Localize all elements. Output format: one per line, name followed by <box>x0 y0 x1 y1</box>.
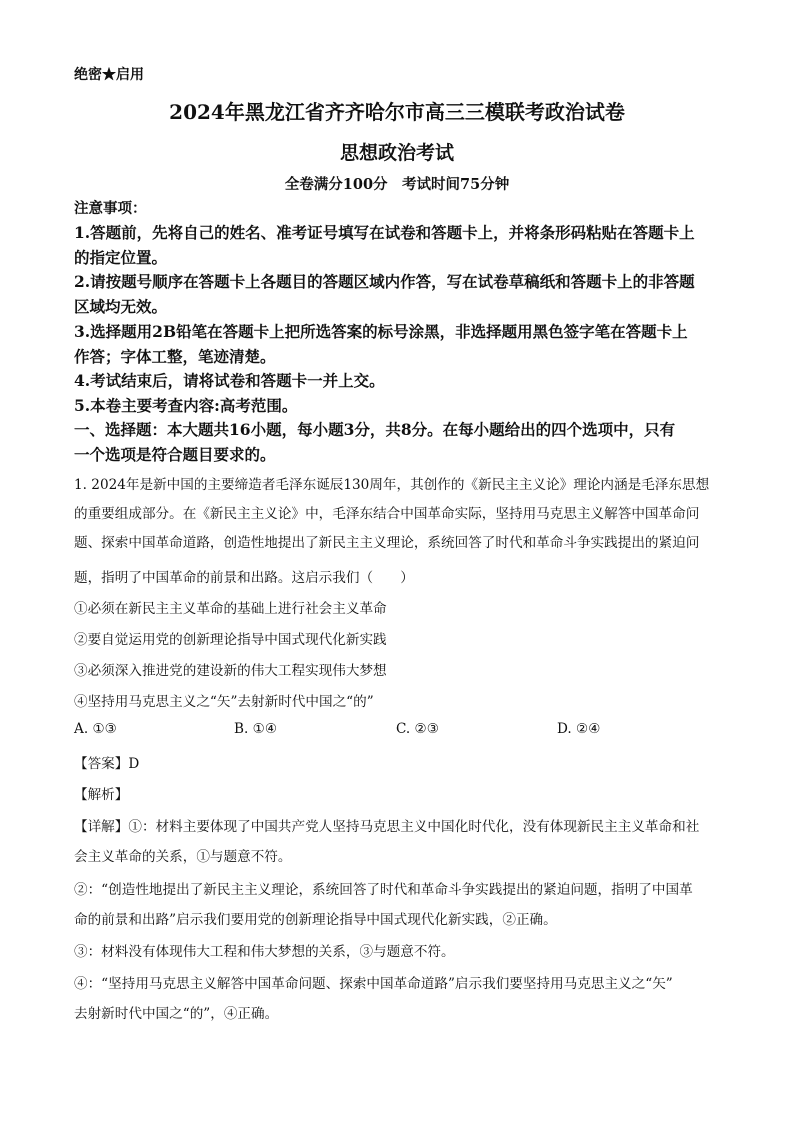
exam-title: 2024年黑龙江省齐齐哈尔市高三三模联考政治试卷 <box>169 100 625 124</box>
option-d: D. ②④ <box>557 721 601 737</box>
detail-line: 命的前景和出路”启示我们要用党的创新理论指导中国式现代化新实践，②正确。 <box>74 912 557 928</box>
statement-3: ③必须深入推进党的建设新的伟大工程实现伟大梦想 <box>74 663 387 679</box>
answer-value: D <box>128 756 140 772</box>
notice-line: 区域均无效。 <box>74 297 168 316</box>
notice-line: 5.本卷主要考查内容:高考范围。 <box>74 396 298 415</box>
notice-heading: 注意事项： <box>74 200 147 217</box>
detail-line: ②：“创造性地提出了新民主主义理论，系统回答了时代和革命斗争实践提出的紧迫问题，指明了中国革 <box>74 882 693 898</box>
statement-4: ④坚持用马克思主义之“矢”去射新时代中国之“的” <box>74 694 374 710</box>
notice-line: 的指定位置。 <box>74 248 168 267</box>
answer-line <box>74 752 139 772</box>
analysis-label: 【解析】 <box>74 787 129 803</box>
notice-line: 2.请按题号顺序在答题卡上各题目的答题区域内作答，写在试卷草稿纸和答题卡上的非答题 <box>74 272 695 291</box>
option-b: B. ①④ <box>234 721 278 737</box>
confidential-mark: 绝密★启用 <box>74 67 144 83</box>
detail-line: 会主义革命的关系，①与题意不符。 <box>74 849 292 865</box>
detail-line: 【详解】①：材料主要体现了中国共产党人坚持马克思主义中国化时代化，没有体现新民主主义革命和社 <box>74 819 700 835</box>
detail-line: ③：材料没有体现伟大工程和伟大梦想的关系，③与题意不符。 <box>74 944 455 960</box>
question-text: 的重要组成部分。在《新民主主义论》中，毛泽东结合中国革命实际，坚持用马克思主义解答中国革命问 <box>74 506 700 522</box>
detail-line: ④：“坚持用马克思主义解答中国革命问题、探索中国革命道路”启示我们要坚持用马克思主义之“矢” <box>74 976 673 992</box>
exam-subtitle: 思想政治考试 <box>339 142 454 164</box>
notice-line: 作答；字体工整，笔迹清楚。 <box>74 347 276 366</box>
question-text: 题，指明了中国革命的前景和出路。这启示我们（ ） <box>74 570 414 586</box>
option-c: C. ②③ <box>396 721 439 737</box>
section-heading: 一、选择题：本大题共16小题，每小题3分，共8分。在每小题给出的四个选项中，只有 <box>74 420 676 439</box>
question-text: 题、探索中国革命道路，创造性地提出了新民主主义理论，系统回答了时代和革命斗争实践提出的紧迫问 <box>74 535 700 551</box>
notice-line: 1.答题前，先将自己的姓名、准考证号填写在试卷和答题卡上，并将条形码粘贴在答题卡上 <box>74 223 695 242</box>
option-a: A. ①③ <box>74 721 117 737</box>
question-text: 1. 2024年是新中国的主要缔造者毛泽东诞辰130周年，其创作的《新民主主义论》理论内涵是毛泽东思想 <box>74 477 710 493</box>
score-time-line: 全卷满分100分 考试时间75分钟 <box>284 176 510 193</box>
statement-1: ①必须在新民主主义革命的基础上进行社会主义革命 <box>74 601 387 617</box>
notice-line: 4.考试结束后，请将试卷和答题卡一并上交。 <box>74 371 385 390</box>
statement-2: ②要自觉运用党的创新理论指导中国式现代化新实践 <box>74 632 387 648</box>
detail-line: 去射新时代中国之“的”，④正确。 <box>74 1006 279 1022</box>
section-heading-cont: 一个选项是符合题目要求的。 <box>74 445 276 464</box>
answer-label: 【答案】 <box>74 756 129 772</box>
notice-line: 3.选择题用2B铅笔在答题卡上把所选答案的标号涂黑，非选择题用黑色签字笔在答题卡上 <box>74 322 688 341</box>
